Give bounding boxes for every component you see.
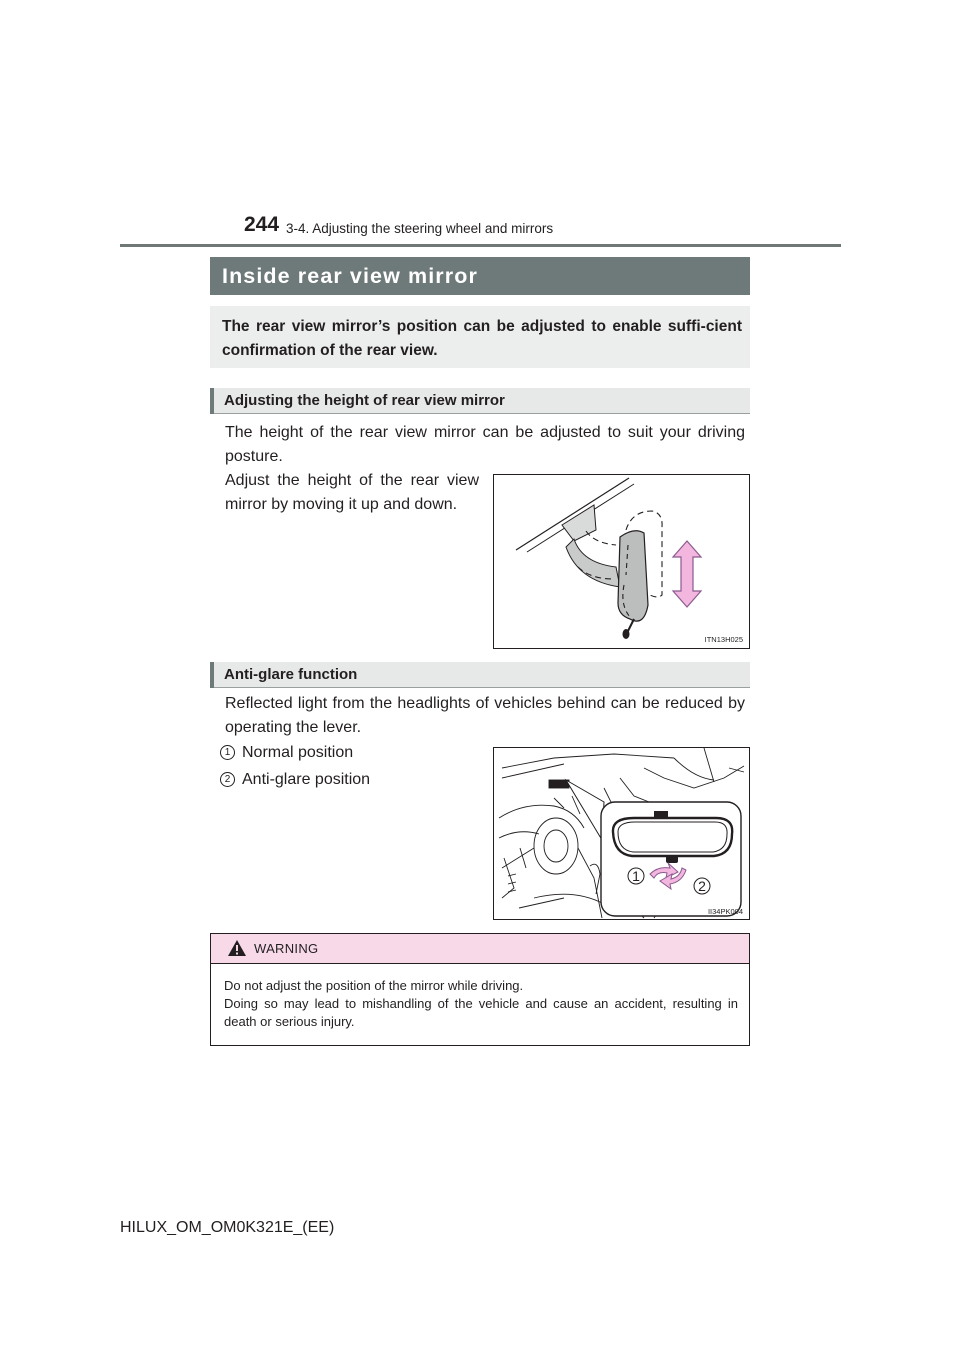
subheader-bar — [210, 388, 214, 414]
height-paragraph-2: Adjust the height of the rear view mirror by moving it up and down. — [225, 472, 479, 513]
list-number: 2 — [220, 772, 235, 787]
antiglare-figure — [493, 747, 750, 920]
warning-box — [210, 933, 750, 1046]
header-rule — [120, 244, 841, 247]
subheader-antiglare-label: Anti-glare function — [224, 666, 358, 683]
figure-code: ITN13H025 — [704, 635, 743, 644]
warning-body — [224, 977, 738, 1031]
mirror-height-illustration — [494, 475, 749, 648]
list-number: 1 — [220, 745, 235, 760]
warning-line-2: Doing so may lead to mishandling of the vehicle and cause an accident, resulting in death or serious injury. — [224, 996, 738, 1029]
subheader-bar — [210, 662, 214, 688]
height-paragraph-1: The height of the rear view mirror can be adjusted to suit your driving posture. — [225, 424, 745, 465]
page-title-bar — [210, 257, 750, 295]
intro-text: The rear view mirror’s position can be adjusted to enable suffi-cient confirmation of the rear view. — [222, 318, 742, 359]
warning-title: WARNING — [254, 941, 319, 956]
list-item-label: Normal position — [242, 744, 354, 761]
subheader-height — [210, 388, 750, 414]
mirror-height-figure — [493, 474, 750, 649]
up-down-arrow-icon — [673, 541, 701, 607]
car-interior-illustration — [494, 748, 749, 919]
warning-header — [211, 934, 749, 964]
subheader-antiglare — [210, 662, 750, 688]
page-title: Inside rear view mirror — [222, 264, 478, 288]
callout-number: 1 — [632, 868, 640, 884]
callout-number: 2 — [698, 878, 706, 894]
antiglare-paragraph: Reflected light from the headlights of vehicles behind can be reduced by operating the lever. — [225, 695, 745, 736]
warning-line-1: Do not adjust the position of the mirror while driving. — [224, 978, 524, 993]
footer-document-code: HILUX_OM_OM0K321E_(EE) — [120, 1219, 335, 1236]
figure-code: II34PK004 — [707, 907, 743, 916]
page-number: 244 — [244, 213, 280, 236]
warning-triangle-icon — [227, 939, 247, 957]
list-item-label: Anti-glare position — [242, 771, 371, 788]
intro-box — [210, 306, 750, 368]
section-header: 3-4. Adjusting the steering wheel and mirrors — [286, 221, 554, 236]
subheader-height-label: Adjusting the height of rear view mirror — [224, 392, 505, 409]
